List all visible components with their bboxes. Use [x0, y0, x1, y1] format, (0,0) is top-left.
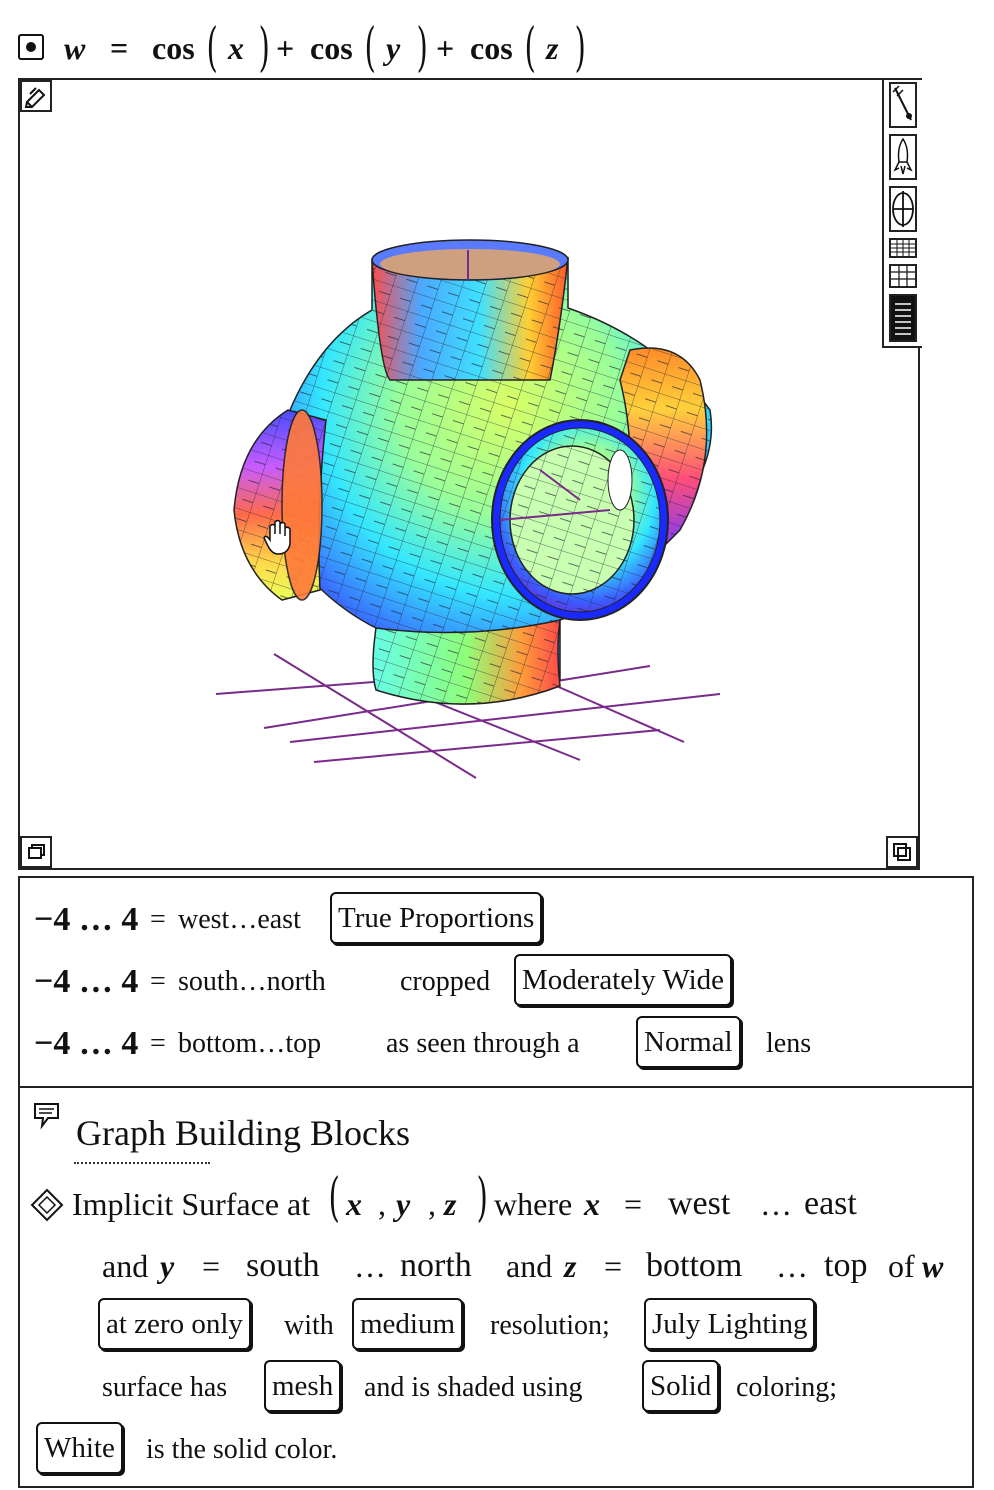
mesh-button[interactable]: mesh	[264, 1360, 341, 1412]
plus-1: +	[276, 30, 295, 66]
document-tool[interactable]	[889, 294, 917, 342]
with-label: with	[284, 1310, 334, 1341]
paren-open-icon: (	[364, 18, 376, 78]
cos-y-fn: cos	[310, 30, 353, 66]
paren-open-icon: (	[328, 1168, 340, 1228]
crop-button[interactable]: Moderately Wide	[514, 954, 732, 1006]
y-dots: …	[354, 1248, 386, 1284]
lens-pre-label: as seen through a	[386, 1028, 580, 1059]
comma-1: ,	[378, 1186, 386, 1222]
magic-wand-tool[interactable]	[889, 82, 917, 128]
of-var-w: w	[922, 1248, 944, 1284]
x-range[interactable]: −4 … 4	[34, 901, 139, 938]
and-1: and	[102, 1248, 149, 1284]
table-icon	[891, 266, 915, 286]
x-from[interactable]: west	[668, 1185, 731, 1222]
grid-icon	[891, 240, 915, 256]
z-dots: …	[776, 1248, 808, 1284]
graph-toolbar	[882, 78, 922, 348]
and-2: and	[506, 1248, 553, 1284]
implicit-surface-plot[interactable]	[20, 80, 918, 868]
rotate-tool[interactable]	[889, 186, 917, 232]
globe-icon	[891, 188, 915, 230]
y-to[interactable]: north	[400, 1247, 472, 1284]
at-zero-only-button[interactable]: at zero only	[98, 1298, 251, 1350]
of-label: of	[888, 1248, 915, 1284]
paren-open-icon: (	[206, 18, 218, 78]
document-icon	[891, 296, 915, 340]
line2-var-z: z	[564, 1248, 577, 1284]
var-x[interactable]: x	[346, 1186, 362, 1222]
line2-var-y: y	[160, 1248, 175, 1284]
paren-close-icon: )	[476, 1168, 488, 1228]
heading-dotted-underline	[74, 1162, 210, 1164]
x-to[interactable]: east	[804, 1185, 857, 1222]
lens-post-label: lens	[766, 1028, 812, 1059]
equation-row	[18, 14, 718, 78]
solid-color-label: is the solid color.	[146, 1434, 338, 1465]
x-range-label: west…east	[178, 904, 301, 935]
grid-tool-1[interactable]	[889, 238, 917, 258]
equation-lhs: w	[64, 30, 86, 66]
paren-close-icon: )	[574, 18, 586, 78]
cos-z-arg[interactable]: z	[546, 30, 559, 66]
rocket-tool[interactable]	[889, 134, 917, 180]
coloring-button[interactable]: Solid	[642, 1360, 719, 1412]
x-dots: …	[760, 1186, 792, 1222]
rocket-icon	[891, 136, 915, 178]
y-range[interactable]: −4 … 4	[34, 963, 139, 1000]
z-to[interactable]: top	[824, 1247, 868, 1284]
cos-y-arg[interactable]: y	[386, 30, 401, 66]
shaded-using-label: and is shaded using	[364, 1372, 583, 1403]
var-z[interactable]: z	[444, 1186, 457, 1222]
radio-selected-icon[interactable]	[18, 34, 44, 60]
graph-window[interactable]	[18, 78, 920, 870]
y-range-label: south…north	[178, 966, 326, 997]
z-range-eq: =	[150, 1028, 166, 1059]
resolution-button[interactable]: medium	[352, 1298, 463, 1350]
lighting-button[interactable]: July Lighting	[644, 1298, 815, 1350]
where-label: where	[494, 1186, 573, 1222]
coloring-label: coloring;	[736, 1372, 838, 1403]
z-range[interactable]: −4 … 4	[34, 1025, 139, 1062]
z-from[interactable]: bottom	[646, 1247, 743, 1284]
blocks-heading: Graph Building Blocks	[76, 1113, 410, 1153]
x-range-eq: =	[150, 904, 166, 935]
line2-eq-2: =	[604, 1248, 623, 1284]
grid-tool-2[interactable]	[889, 264, 917, 288]
wand-icon	[891, 84, 915, 126]
y-range-eq: =	[150, 966, 166, 997]
cos-x-arg[interactable]: x	[228, 30, 244, 66]
line2-eq-1: =	[202, 1248, 221, 1284]
plus-2: +	[436, 30, 455, 66]
proportions-button[interactable]: True Proportions	[330, 892, 542, 944]
graph-building-blocks-panel	[18, 1086, 974, 1488]
surface-has-label: surface has	[102, 1372, 228, 1403]
where-eq: =	[624, 1186, 643, 1222]
range-parameters-panel	[18, 876, 974, 1088]
y-from[interactable]: south	[246, 1247, 320, 1284]
cropped-label: cropped	[400, 966, 491, 997]
equation-equals: =	[110, 30, 129, 66]
cos-x-fn: cos	[152, 30, 195, 66]
paren-close-icon: )	[258, 18, 270, 78]
comma-2: ,	[428, 1186, 436, 1222]
z-range-label: bottom…top	[178, 1028, 322, 1059]
where-var: x	[584, 1186, 600, 1222]
paren-open-icon: (	[524, 18, 536, 78]
cos-z-fn: cos	[470, 30, 513, 66]
diamond-bullet-icon[interactable]	[30, 1188, 64, 1222]
lens-button[interactable]: Normal	[636, 1016, 741, 1068]
implicit-surface-label: Implicit Surface at	[72, 1186, 311, 1222]
paren-close-icon: )	[416, 18, 428, 78]
resolution-label: resolution;	[490, 1310, 610, 1341]
var-y[interactable]: y	[396, 1186, 411, 1222]
solid-color-button[interactable]: White	[36, 1422, 123, 1474]
speech-bubble-icon[interactable]	[32, 1100, 62, 1130]
